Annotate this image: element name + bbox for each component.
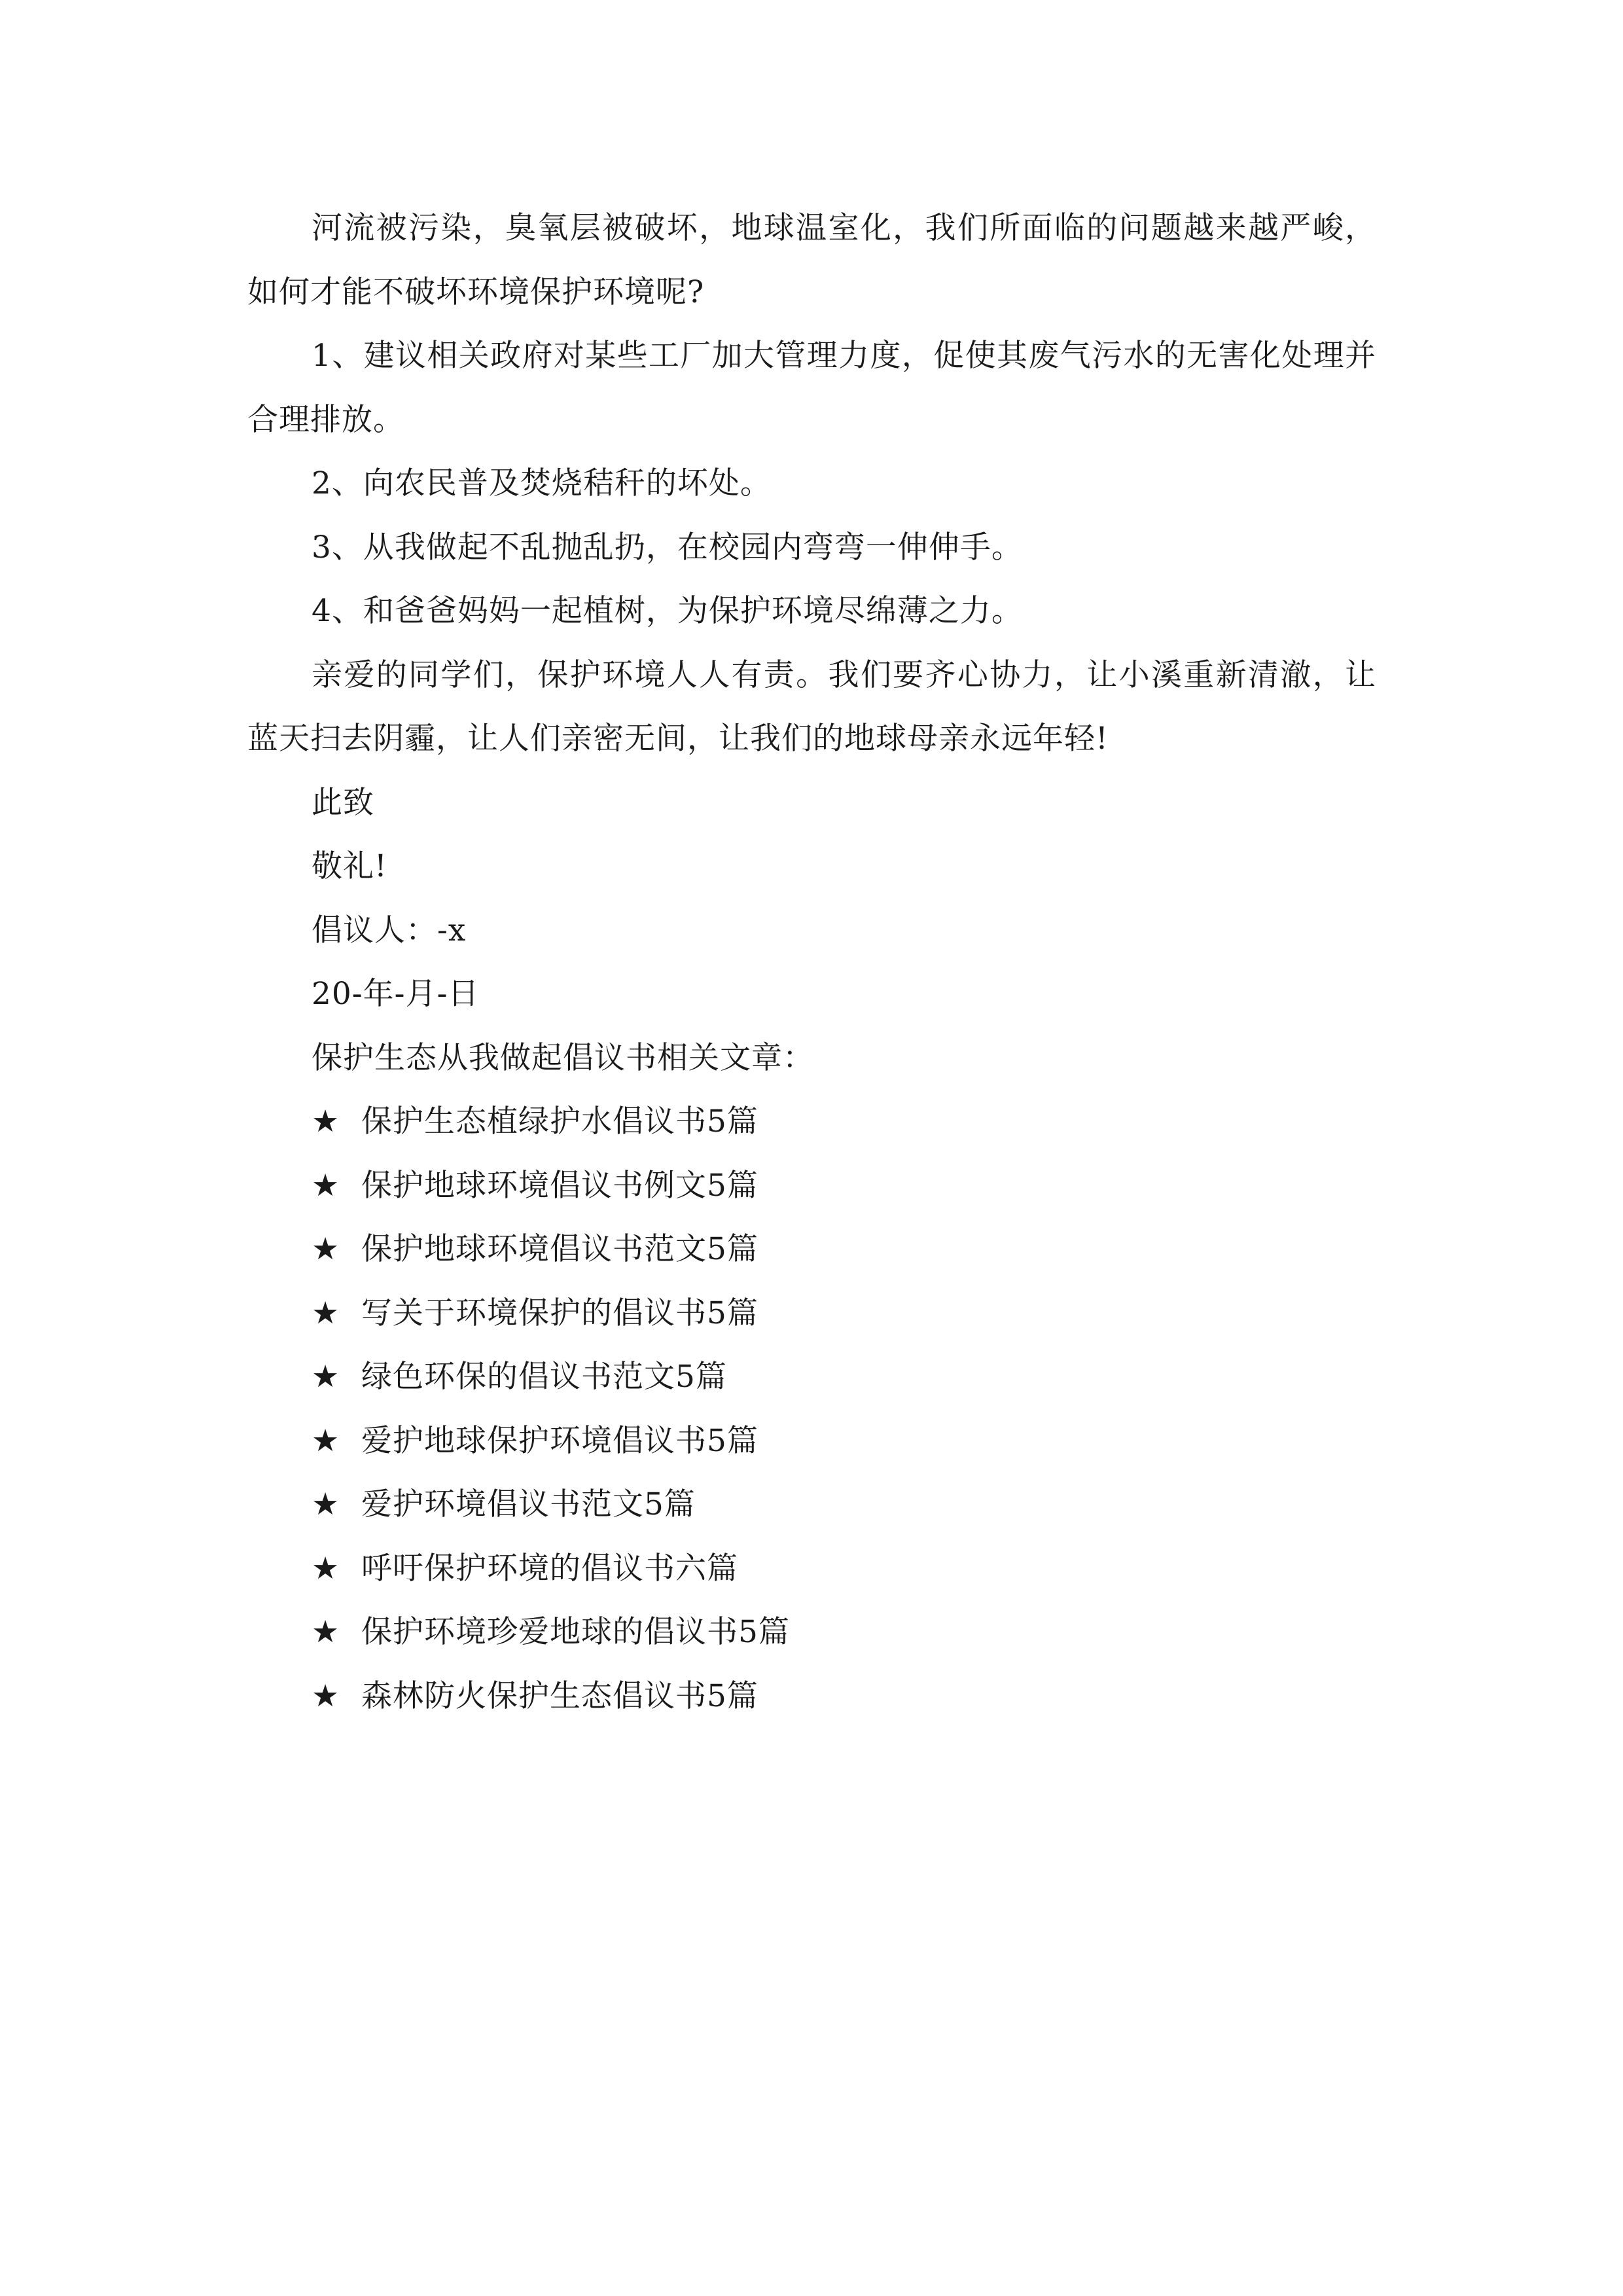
suggestion-4: 4、和爸爸妈妈一起植树，为保护环境尽绵薄之力。 — [312, 593, 1023, 629]
related-article-item[interactable] — [247, 1664, 1376, 1729]
star-icon: ★ — [312, 1550, 340, 1587]
intro-paragraph: 河流被污染，臭氧层被破坏，地球温室化，我们所面临的问题越来越严峻，如何才能不破坏环境保护环境呢? — [247, 210, 1376, 310]
related-heading: 保护生态从我做起倡议书相关文章： — [312, 1039, 814, 1076]
related-article-item[interactable] — [247, 1282, 1376, 1346]
star-icon: ★ — [312, 1359, 340, 1395]
star-icon: ★ — [312, 1677, 340, 1714]
related-article-title: 森林防火保护生态倡议书5篇 — [361, 1677, 758, 1714]
star-icon: ★ — [312, 1231, 340, 1267]
related-article-item[interactable] — [247, 1217, 1376, 1282]
related-article-title: 保护地球环境倡议书范文5篇 — [361, 1231, 758, 1267]
conclusion-paragraph: 亲爱的同学们，保护环境人人有责。我们要齐心协力，让小溪重新清澈，让蓝天扫去阴霾，让人们亲密无间，让我们的地球母亲永远年轻! — [247, 656, 1376, 757]
star-icon: ★ — [312, 1295, 340, 1331]
related-article-title: 绿色环保的倡议书范文5篇 — [361, 1359, 727, 1395]
related-article-title: 保护地球环境倡议书例文5篇 — [361, 1167, 758, 1204]
salutation-line-2: 敬礼! — [312, 848, 387, 884]
star-icon: ★ — [312, 1167, 340, 1204]
related-article-item[interactable] — [247, 1473, 1376, 1537]
related-article-item[interactable] — [247, 1345, 1376, 1409]
related-article-title: 写关于环境保护的倡议书5篇 — [361, 1295, 758, 1331]
date-line: 20-年-月-日 — [312, 976, 480, 1012]
related-article-item[interactable] — [247, 1600, 1376, 1664]
related-article-item[interactable] — [247, 1090, 1376, 1154]
suggestion-1: 1、建议相关政府对某些工厂加大管理力度，促使其废气污水的无害化处理并合理排放。 — [247, 338, 1376, 438]
signer-line: 倡议人：-x — [312, 912, 467, 948]
suggestion-3: 3、从我做起不乱抛乱扔，在校园内弯弯一伸伸手。 — [312, 529, 1023, 565]
star-icon: ★ — [312, 1422, 340, 1459]
related-article-title: 保护环境珍爱地球的倡议书5篇 — [361, 1614, 790, 1650]
related-article-item[interactable] — [247, 1409, 1376, 1473]
document-body — [247, 196, 1376, 1728]
related-article-title: 保护生态植绿护水倡议书5篇 — [361, 1103, 758, 1139]
star-icon: ★ — [312, 1614, 340, 1650]
related-article-item[interactable] — [247, 1537, 1376, 1601]
related-articles-list — [247, 1090, 1376, 1728]
related-article-title: 呼吁保护环境的倡议书六篇 — [361, 1550, 738, 1587]
star-icon: ★ — [312, 1103, 340, 1139]
related-article-title: 爱护环境倡议书范文5篇 — [361, 1486, 696, 1522]
suggestion-2: 2、向农民普及焚烧秸秆的坏处。 — [312, 465, 772, 501]
related-article-title: 爱护地球保护环境倡议书5篇 — [361, 1422, 758, 1459]
related-article-item[interactable] — [247, 1154, 1376, 1218]
salutation-line-1: 此致 — [312, 784, 374, 821]
star-icon: ★ — [312, 1486, 340, 1522]
